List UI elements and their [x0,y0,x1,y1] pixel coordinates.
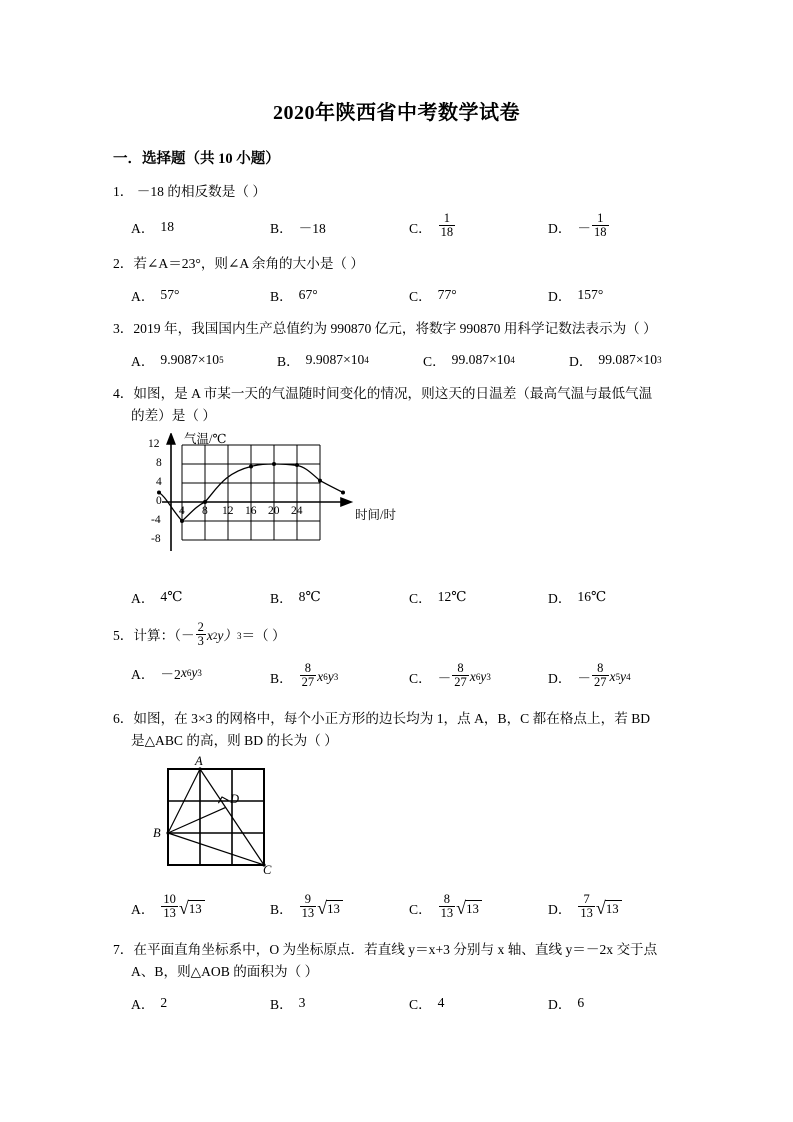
question-5-x: x [206,627,213,643]
question-7-stem [0,939,793,983]
option-3-C[interactable]: C． 99.087 × 10 4 [423,352,515,370]
y-tick-4: 4 [156,476,162,489]
question-3-stem [0,318,793,340]
question-7-options [0,993,793,1013]
question-3-text: 3．2019 年，我国国内生产总值约为 990870 亿元，将数字 990870 用科学记数法表示为（ ） [113,321,657,337]
sqrt-13-a: √ 13 [179,900,205,917]
y-tick-8: 8 [156,457,162,470]
option-7-B[interactable]: B． 3 [270,995,306,1013]
question-5-y: y） [217,627,237,643]
question-6-stem [0,708,793,752]
temperature-chart-figure [140,433,400,573]
question-7-line2: A、B，则△AOB 的面积为（ ） [131,964,319,980]
option-1-D[interactable]: D． － $\frac{1}{18}$ [548,211,607,240]
option-6-B[interactable]: B． $\frac{9}{13}$ √ 13 [270,894,409,921]
option-4-B[interactable]: B． 8℃ [270,589,321,607]
option-2-C[interactable]: C． 77° [409,287,457,305]
question-4-line2: 的差）是（ ） [131,408,216,424]
vertex-label-C: C [263,863,272,878]
grid-triangle-figure [150,754,330,890]
grid-triangle-svg [150,760,330,885]
y-tick-0: 0 [156,495,162,508]
question-2-options [0,285,793,305]
question-6-line1: 6．如图，在 3×3 的网格中，每个小正方形的边长均为 1，点 A，B，C 都在格点上，若 BD [113,711,651,727]
fraction-10-13: $\frac{10}{13}$ [163,892,176,921]
minus-sign: － [577,220,592,236]
fraction-neg-1-18: $\frac{1}{18}$ [594,211,607,240]
option-7-D[interactable]: D． 6 [548,995,585,1013]
x-tick-16: 16 [245,505,257,518]
x-tick-24: 24 [291,505,303,518]
option-5-A[interactable]: A． －2 x 6 y 3 [131,665,202,683]
question-5-suffix: ＝（ ） [241,627,286,643]
vertex-dots [166,768,265,867]
fraction-8-27-d: $\frac{8}{27}$ [594,661,607,690]
option-7-A[interactable]: A． 2 [131,995,168,1013]
fraction-2-3: $\frac{2}{3}$ [197,620,204,649]
x-tick-12: 12 [222,505,234,518]
option-5-B[interactable]: B． $\frac{8}{27}$ x 6 y 3 [270,661,339,690]
option-1-C[interactable]: C． $\frac{1}{18}$ [409,211,454,240]
question-4-stem [0,383,793,427]
y-tick-neg8: -8 [151,533,161,546]
point-label-D: D [230,792,240,807]
x-tick-4: 4 [179,505,185,518]
question-1-text: 1． －18 的相反数是（ ） [113,184,266,199]
option-1-A[interactable]: A． 18 [131,218,175,236]
question-3-options [0,350,793,370]
option-6-C[interactable]: C． $\frac{8}{13}$ √ 13 [409,894,548,921]
question-5-stem: 5．计算：（－ $\frac{2}{3}$ x 2 y） 3 ＝（ ） [113,620,286,649]
sqrt-13-d: √ 13 [596,900,622,917]
question-4-options [0,587,793,607]
option-1-A-value: 18 [160,218,175,234]
question-2-stem [0,253,793,275]
option-3-D[interactable]: D． 99.087 × 10 3 [569,352,662,370]
option-4-D[interactable]: D． 16℃ [548,589,607,607]
vertex-label-B: B [153,826,161,841]
fraction-8-27-c: $\frac{8}{27}$ [454,661,467,690]
question-7-line1: 7．在平面直角坐标系中，O 为坐标原点．若直线 y＝x+3 分别与 x 轴、直线 y＝－2x 交于点 [113,942,658,958]
question-2-text: 2．若∠A＝23°，则∠A 余角的大小是（ ） [113,256,365,272]
y-axis-label: 气温/℃ [184,432,227,447]
option-3-B[interactable]: B． 9.9087 × 10 4 [277,352,369,370]
question-6-options [0,894,793,921]
question-4-line1: 4．如图，是 A 市某一天的气温随时间变化的情况，则这天的日温差（最高气温与最低气温 [113,386,653,402]
fraction-9-13: $\frac{9}{13}$ [301,892,315,921]
option-6-A[interactable]: A． $\frac{10}{13}$ √ 13 [131,894,270,921]
x-tick-20: 20 [268,505,280,518]
option-2-D[interactable]: D． 157° [548,287,604,305]
sqrt-13-b: √ 13 [317,900,343,917]
fraction-7-13: $\frac{7}{13}$ [580,892,593,921]
fraction-8-13: $\frac{8}{13}$ [440,892,454,921]
temperature-line-chart [140,433,400,573]
y-tick-12: 12 [148,438,160,451]
question-1-stem [0,181,793,203]
x-tick-8: 8 [202,505,208,518]
question-1-options [0,213,793,240]
option-1-B-value: －18 [298,220,326,236]
option-4-A[interactable]: A． 4℃ [131,589,183,607]
question-5-prefix: 5．计算：（－ [113,627,195,643]
page-title: 2020年陕西省中考数学试卷 [273,102,520,124]
question-5-options [0,663,793,690]
option-2-B[interactable]: B． 67° [270,287,318,305]
fraction-1-18: $\frac{1}{18}$ [440,211,454,240]
fraction-8-27-b: $\frac{8}{27}$ [301,661,315,690]
option-5-D[interactable]: D． － $\frac{8}{27}$ x 5 y 4 [548,661,631,690]
section-heading: 一．选择题（共 10 小题） [113,151,280,167]
vertex-label-A: A [195,754,203,769]
option-7-C[interactable]: C． 4 [409,995,445,1013]
option-2-A[interactable]: A． 57° [131,287,180,305]
option-4-C[interactable]: C． 12℃ [409,589,467,607]
question-6-line2: 是△ABC 的高，则 BD 的长为（ ） [131,733,338,749]
y-tick-neg4: -4 [151,514,161,527]
x-axis-label: 时间/时 [355,508,396,523]
option-3-A[interactable]: A． 9.9087 × 10 5 [131,352,224,370]
option-6-D[interactable]: D． $\frac{7}{13}$ √ 13 [548,894,622,921]
option-5-C[interactable]: C． － $\frac{8}{27}$ x 6 y 3 [409,661,491,690]
sqrt-13-c: √ 13 [456,900,482,917]
option-1-B[interactable]: B． －18 [270,217,409,237]
